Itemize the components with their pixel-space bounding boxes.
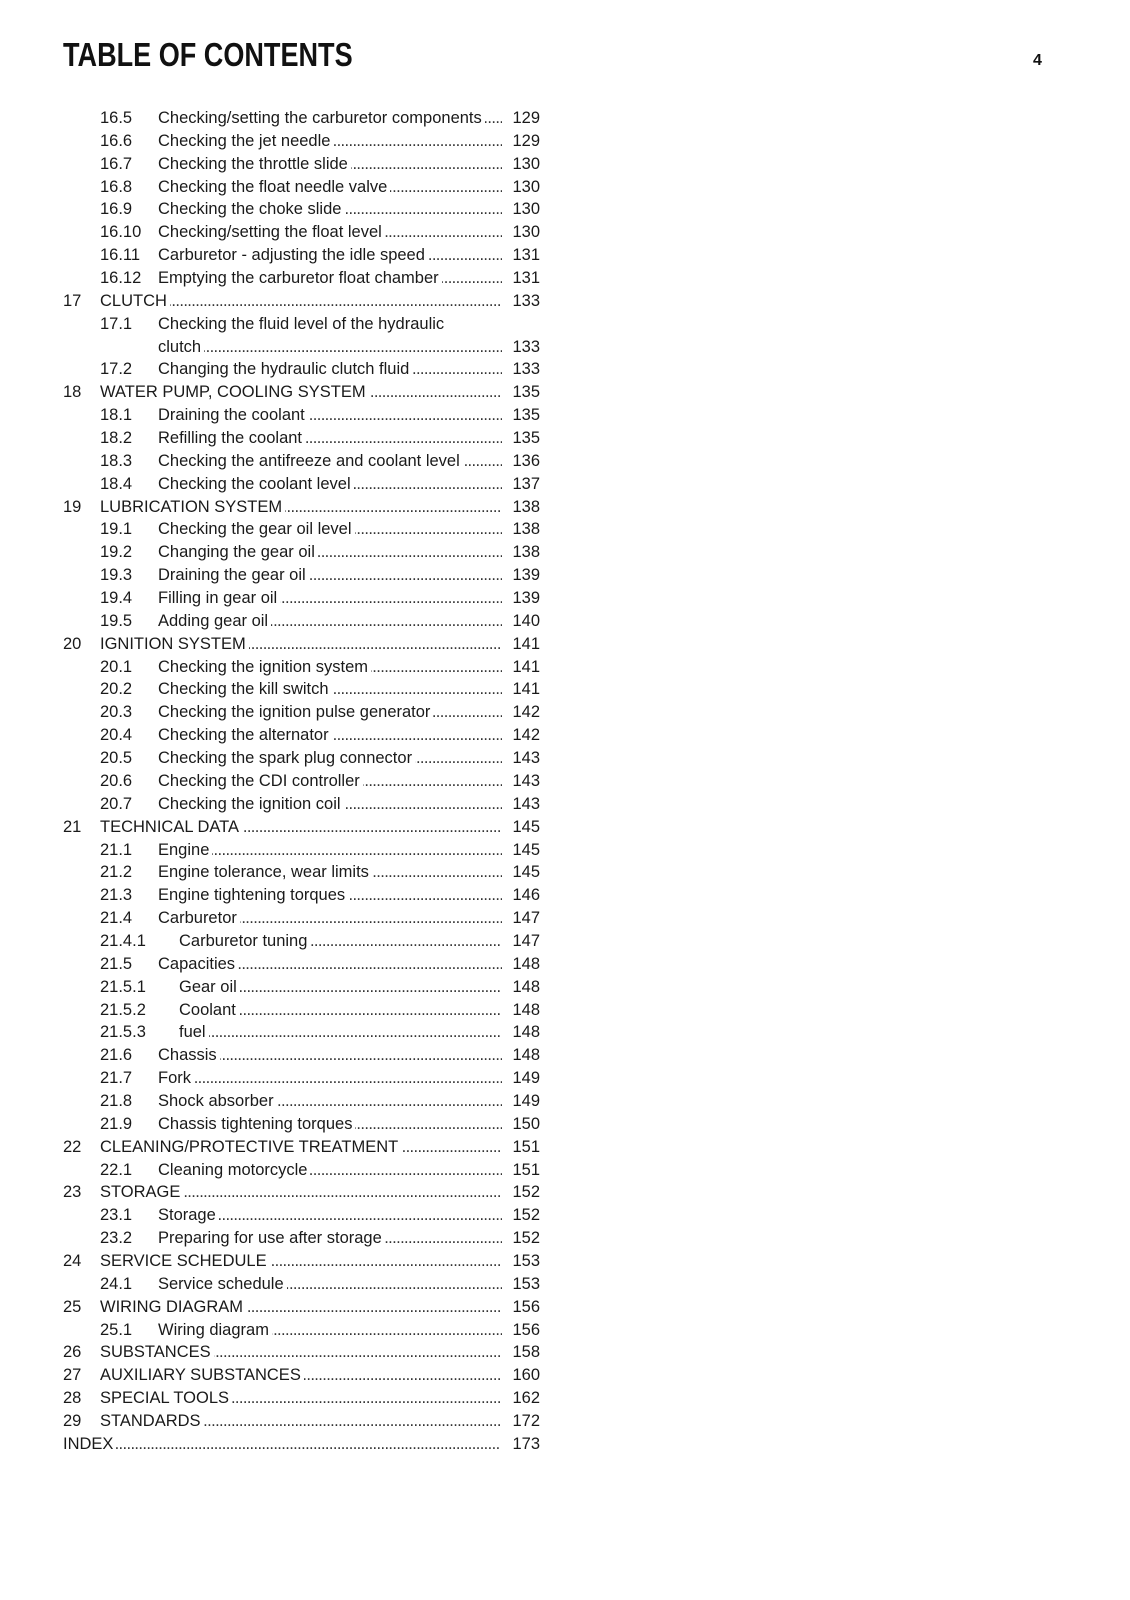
toc-entry-page: 141 <box>512 634 540 653</box>
toc-entry-number: 21.4.1 <box>100 931 146 950</box>
toc-entry[interactable] <box>0 313 560 336</box>
toc-entry[interactable] <box>0 701 560 724</box>
toc-entry[interactable] <box>0 907 560 930</box>
toc-entry[interactable] <box>0 1273 560 1296</box>
page-title: TABLE OF CONTENTS <box>63 36 353 73</box>
toc-entry-number: 21.5.3 <box>100 1023 146 1042</box>
toc-entry[interactable] <box>0 1387 560 1410</box>
toc-entry-page: 158 <box>512 1343 540 1362</box>
toc-entry-title: Chassis tightening torques <box>158 1115 355 1133</box>
toc-entry-page: 133 <box>512 360 540 379</box>
toc-entry[interactable] <box>0 1319 560 1342</box>
toc-entry-title: Checking the choke slide <box>158 200 344 218</box>
toc-entry-title: Filling in gear oil <box>158 589 280 607</box>
toc-entry[interactable] <box>0 1341 560 1364</box>
toc-entry-page: 138 <box>512 497 540 516</box>
toc-entry-page: 142 <box>512 703 540 722</box>
toc-entry-number: 21.5.2 <box>100 1000 146 1019</box>
toc-entry-number: 16.9 <box>100 200 133 219</box>
toc-entry-title: Checking the throttle slide <box>158 155 351 173</box>
toc-entry-title: Checking/setting the carburetor components <box>158 109 485 127</box>
toc-entry[interactable] <box>0 473 560 496</box>
toc-entry-title: IGNITION SYSTEM <box>100 635 249 653</box>
toc-entry-page: 146 <box>512 886 540 905</box>
toc-entry-page: 173 <box>512 1434 540 1453</box>
table-of-contents <box>0 107 560 1456</box>
toc-entry-number: 19.5 <box>100 611 133 630</box>
toc-entry-title: Draining the coolant <box>158 406 308 424</box>
toc-entry-page: 131 <box>512 246 540 265</box>
toc-entry-title-continued: clutch <box>158 338 204 356</box>
toc-entry[interactable] <box>0 610 560 633</box>
toc-entry-page: 138 <box>512 520 540 539</box>
toc-entry-title: Refilling the coolant <box>158 429 305 447</box>
toc-entry[interactable] <box>0 1227 560 1250</box>
toc-entry-page: 129 <box>512 109 540 127</box>
toc-entry-number: 25 <box>63 1297 82 1316</box>
toc-entry-page: 143 <box>512 771 540 790</box>
toc-entry-title: Checking the spark plug connector <box>158 749 415 767</box>
toc-entry-title: LUBRICATION SYSTEM <box>100 498 285 516</box>
toc-entry-number: 20.6 <box>100 771 133 790</box>
toc-entry-page: 153 <box>512 1251 540 1270</box>
toc-entry-title: Checking the alternator <box>158 726 332 744</box>
toc-entry[interactable] <box>0 427 560 450</box>
toc-entry-title: Storage <box>158 1206 219 1224</box>
toc-entry[interactable] <box>0 1067 560 1090</box>
toc-entry-page: 162 <box>512 1389 540 1408</box>
toc-entry-title: Carburetor <box>158 909 240 927</box>
toc-entry-title: INDEX <box>63 1435 116 1453</box>
toc-entry-page: 141 <box>512 680 540 699</box>
toc-entry-number: 19.4 <box>100 589 133 608</box>
toc-entry-number: 21 <box>63 817 82 836</box>
toc-entry-page: 131 <box>512 269 540 288</box>
toc-entry-page: 156 <box>512 1320 540 1339</box>
toc-entry[interactable] <box>0 198 560 221</box>
toc-entry[interactable] <box>0 1296 560 1319</box>
toc-entry-number: 29 <box>63 1411 82 1430</box>
toc-entry-page: 130 <box>512 223 540 242</box>
toc-entry-number: 18.4 <box>100 474 133 493</box>
toc-entry[interactable] <box>0 976 560 999</box>
toc-entry-title: Adding gear oil <box>158 612 271 630</box>
toc-entry-page: 151 <box>512 1160 540 1179</box>
toc-entry-page: 153 <box>512 1274 540 1293</box>
toc-entry-number: 27 <box>63 1366 82 1385</box>
toc-entry[interactable] <box>0 153 560 176</box>
toc-entry-page: 141 <box>512 657 540 676</box>
toc-entry[interactable] <box>0 633 560 656</box>
page-number: 4 <box>1033 52 1042 69</box>
toc-entry-number: 21.6 <box>100 1046 133 1065</box>
toc-entry-page: 150 <box>512 1114 540 1133</box>
toc-entry-page: 135 <box>512 383 540 402</box>
toc-entry[interactable] <box>0 564 560 587</box>
toc-entry-page: 143 <box>512 749 540 768</box>
toc-entry[interactable] <box>0 770 560 793</box>
toc-entry-number: 21.3 <box>100 886 133 905</box>
toc-entry-page: 148 <box>512 954 540 973</box>
toc-entry-number: 22.1 <box>100 1160 133 1179</box>
toc-entry[interactable] <box>0 221 560 244</box>
toc-entry-number: 21.5.1 <box>100 977 146 996</box>
toc-entry[interactable] <box>0 518 560 541</box>
toc-entry-page: 152 <box>512 1183 540 1202</box>
toc-entry-title: Checking the ignition coil <box>158 795 344 813</box>
toc-entry-page: 148 <box>512 1046 540 1065</box>
toc-entry-page: 135 <box>512 406 540 425</box>
toc-entry-number: 19.3 <box>100 566 133 585</box>
toc-entry-page: 147 <box>512 931 540 950</box>
toc-entry[interactable] <box>0 1021 560 1044</box>
toc-entry-title: Carburetor tuning <box>179 932 310 950</box>
toc-entry-page: 148 <box>512 977 540 996</box>
toc-entry-title: CLUTCH <box>100 292 170 310</box>
toc-entry-number: 21.1 <box>100 840 133 859</box>
toc-entry-title: Engine <box>158 841 212 859</box>
toc-entry-number: 16.10 <box>100 223 142 242</box>
toc-entry[interactable] <box>0 587 560 610</box>
toc-entry-page: 145 <box>512 840 540 859</box>
toc-entry[interactable] <box>0 496 560 519</box>
toc-entry[interactable] <box>0 1250 560 1273</box>
toc-entry-page: 143 <box>512 794 540 813</box>
toc-entry-number: 25.1 <box>100 1320 133 1339</box>
toc-entry-number: 19 <box>63 497 82 516</box>
toc-entry-title: SUBSTANCES <box>100 1343 214 1361</box>
toc-entry-number: 18.2 <box>100 429 133 448</box>
toc-entry[interactable] <box>0 267 560 290</box>
toc-entry-number: 16.7 <box>100 154 133 173</box>
toc-entry-number: 16.8 <box>100 177 133 196</box>
toc-entry-page: 148 <box>512 1023 540 1042</box>
toc-entry-page: 136 <box>512 451 540 470</box>
toc-entry-title: Engine tolerance, wear limits <box>158 863 372 881</box>
toc-entry[interactable] <box>0 1410 560 1433</box>
toc-entry-number: 24 <box>63 1251 82 1270</box>
toc-entry-title: Checking/setting the float level <box>158 223 385 241</box>
toc-entry-number: 23 <box>63 1183 82 1202</box>
toc-entry[interactable] <box>0 290 560 313</box>
toc-entry[interactable] <box>0 1090 560 1113</box>
toc-entry-number: 16.11 <box>100 246 141 265</box>
toc-entry-number: 20.2 <box>100 680 133 699</box>
toc-entry[interactable] <box>0 107 560 130</box>
toc-entry[interactable] <box>0 1204 560 1227</box>
toc-entry-page: 135 <box>512 429 540 448</box>
toc-entry[interactable] <box>0 1113 560 1136</box>
toc-entry-title: Checking the ignition system <box>158 658 371 676</box>
toc-entry[interactable] <box>0 1044 560 1067</box>
toc-entry-number: 19.2 <box>100 543 133 562</box>
toc-entry-number: 17 <box>63 291 82 310</box>
toc-entry-page: 149 <box>512 1091 540 1110</box>
toc-entry-page: 156 <box>512 1297 540 1316</box>
toc-entry-title: Capacities <box>158 955 238 973</box>
toc-entry-number: 20.1 <box>100 657 133 676</box>
toc-entry-number: 21.8 <box>100 1091 133 1110</box>
toc-entry[interactable] <box>0 404 560 427</box>
toc-entry-title: SERVICE SCHEDULE <box>100 1252 270 1270</box>
toc-entry-number: 16.5 <box>100 109 133 127</box>
toc-entry-number: 20.5 <box>100 749 133 768</box>
toc-entry-page: 160 <box>512 1366 540 1385</box>
toc-entry-page: 139 <box>512 566 540 585</box>
toc-entry-title: Checking the float needle valve <box>158 178 390 196</box>
toc-entry-number: 16.6 <box>100 131 133 150</box>
toc-entry[interactable] <box>0 1433 560 1456</box>
toc-entry-title: Checking the antifreeze and coolant level <box>158 452 463 470</box>
toc-entry[interactable] <box>0 839 560 862</box>
toc-entry-title: Draining the gear oil <box>158 566 309 584</box>
toc-entry-page: 145 <box>512 863 540 882</box>
toc-entry-title: SPECIAL TOOLS <box>100 1389 232 1407</box>
toc-entry-number: 17.2 <box>100 360 133 379</box>
toc-entry-title: WATER PUMP, COOLING SYSTEM <box>100 383 369 401</box>
toc-entry-title: Coolant <box>179 1001 239 1019</box>
toc-entry-number: 18.3 <box>100 451 133 470</box>
toc-entry-page: 152 <box>512 1206 540 1225</box>
toc-entry-number: 21.9 <box>100 1114 133 1133</box>
toc-entry-page: 139 <box>512 589 540 608</box>
toc-entry-number: 23.2 <box>100 1229 133 1248</box>
toc-entry-number: 21.2 <box>100 863 133 882</box>
toc-entry-number: 20.4 <box>100 726 133 745</box>
toc-entry-title: Checking the ignition pulse generator <box>158 703 433 721</box>
toc-entry-title: Preparing for use after storage <box>158 1229 385 1247</box>
toc-entry-page: 151 <box>512 1137 540 1156</box>
toc-entry[interactable] <box>0 884 560 907</box>
toc-entry-title: Chassis <box>158 1046 220 1064</box>
toc-entry-title: WIRING DIAGRAM <box>100 1298 246 1316</box>
toc-entry-title: Checking the kill switch <box>158 680 332 698</box>
toc-entry-number: 21.4 <box>100 909 133 928</box>
toc-entry[interactable] <box>0 1159 560 1182</box>
toc-entry[interactable] <box>0 381 560 404</box>
toc-entry-title: Carburetor - adjusting the idle speed <box>158 246 428 264</box>
toc-entry[interactable] <box>0 1364 560 1387</box>
toc-entry-number: 21.7 <box>100 1069 133 1088</box>
toc-entry-title: AUXILIARY SUBSTANCES <box>100 1366 304 1384</box>
toc-entry-continuation[interactable] <box>0 336 560 359</box>
toc-entry-title: Checking the fluid level of the hydraulic <box>158 315 447 333</box>
toc-entry[interactable] <box>0 130 560 153</box>
toc-entry-page: 147 <box>512 909 540 928</box>
toc-entry-number: 18.1 <box>100 406 133 425</box>
toc-entry-number: 18 <box>63 383 82 402</box>
toc-entry[interactable] <box>0 999 560 1022</box>
toc-entry[interactable] <box>0 244 560 267</box>
toc-entry-title: Engine tightening torques <box>158 886 348 904</box>
toc-entry-number: 21.5 <box>100 954 133 973</box>
toc-entry-number: 22 <box>63 1137 82 1156</box>
toc-entry-page: 133 <box>512 291 540 310</box>
toc-entry-title: TECHNICAL DATA <box>100 818 242 836</box>
toc-entry-number: 17.1 <box>100 314 133 333</box>
toc-entry-page: 130 <box>512 154 540 173</box>
toc-entry-number: 23.1 <box>100 1206 133 1225</box>
toc-entry[interactable] <box>0 678 560 701</box>
toc-entry-title: Checking the jet needle <box>158 132 333 150</box>
toc-entry[interactable] <box>0 953 560 976</box>
toc-entry-number: 26 <box>63 1343 82 1362</box>
toc-entry-title: Gear oil <box>179 978 240 996</box>
toc-entry-title: fuel <box>179 1023 209 1041</box>
toc-entry-page: 172 <box>512 1411 540 1430</box>
toc-entry[interactable] <box>0 1136 560 1159</box>
toc-entry-title: Cleaning motorcycle <box>158 1161 310 1179</box>
toc-entry[interactable] <box>0 450 560 473</box>
toc-entry-title: Checking the gear oil level <box>158 520 355 538</box>
toc-entry-page: 152 <box>512 1229 540 1248</box>
toc-entry-page: 137 <box>512 474 540 493</box>
toc-entry-page: 138 <box>512 543 540 562</box>
toc-entry-page: 140 <box>512 611 540 630</box>
toc-entry-page: 149 <box>512 1069 540 1088</box>
toc-entry-number: 20.3 <box>100 703 133 722</box>
toc-entry[interactable] <box>0 1181 560 1204</box>
toc-entry-number: 20 <box>63 634 82 653</box>
toc-entry-page: 145 <box>512 817 540 836</box>
toc-entry-title: Fork <box>158 1069 194 1087</box>
toc-entry[interactable] <box>0 793 560 816</box>
toc-entry-number: 20.7 <box>100 794 133 813</box>
toc-entry-title: Wiring diagram <box>158 1321 272 1339</box>
toc-entry-title: Shock absorber <box>158 1092 277 1110</box>
toc-entry-number: 16.12 <box>100 269 142 288</box>
toc-entry-title: Service schedule <box>158 1275 287 1293</box>
toc-entry[interactable] <box>0 358 560 381</box>
toc-entry-title: Changing the gear oil <box>158 543 318 561</box>
toc-entry-page: 142 <box>512 726 540 745</box>
toc-entry[interactable] <box>0 747 560 770</box>
toc-entry[interactable] <box>0 176 560 199</box>
toc-entry[interactable] <box>0 861 560 884</box>
toc-entry[interactable] <box>0 930 560 953</box>
toc-entry-page: 148 <box>512 1000 540 1019</box>
toc-entry[interactable] <box>0 816 560 839</box>
toc-entry[interactable] <box>0 724 560 747</box>
toc-entry-title: Checking the coolant level <box>158 475 354 493</box>
toc-entry[interactable] <box>0 656 560 679</box>
toc-entry-page: 133 <box>512 337 540 356</box>
toc-entry-page: 130 <box>512 177 540 196</box>
toc-entry-title: Changing the hydraulic clutch fluid <box>158 360 412 378</box>
toc-entry-number: 19.1 <box>100 520 133 539</box>
toc-entry-page: 129 <box>512 131 540 150</box>
toc-entry-page: 130 <box>512 200 540 219</box>
toc-entry[interactable] <box>0 541 560 564</box>
toc-entry-title: Checking the CDI controller <box>158 772 363 790</box>
toc-entry-title: STORAGE <box>100 1183 183 1201</box>
toc-entry-number: 24.1 <box>100 1274 133 1293</box>
toc-entry-number: 28 <box>63 1389 82 1408</box>
toc-entry-title: CLEANING/PROTECTIVE TREATMENT <box>100 1138 401 1156</box>
toc-entry-title: STANDARDS <box>100 1412 204 1430</box>
toc-entry-title: Emptying the carburetor float chamber <box>158 269 442 287</box>
